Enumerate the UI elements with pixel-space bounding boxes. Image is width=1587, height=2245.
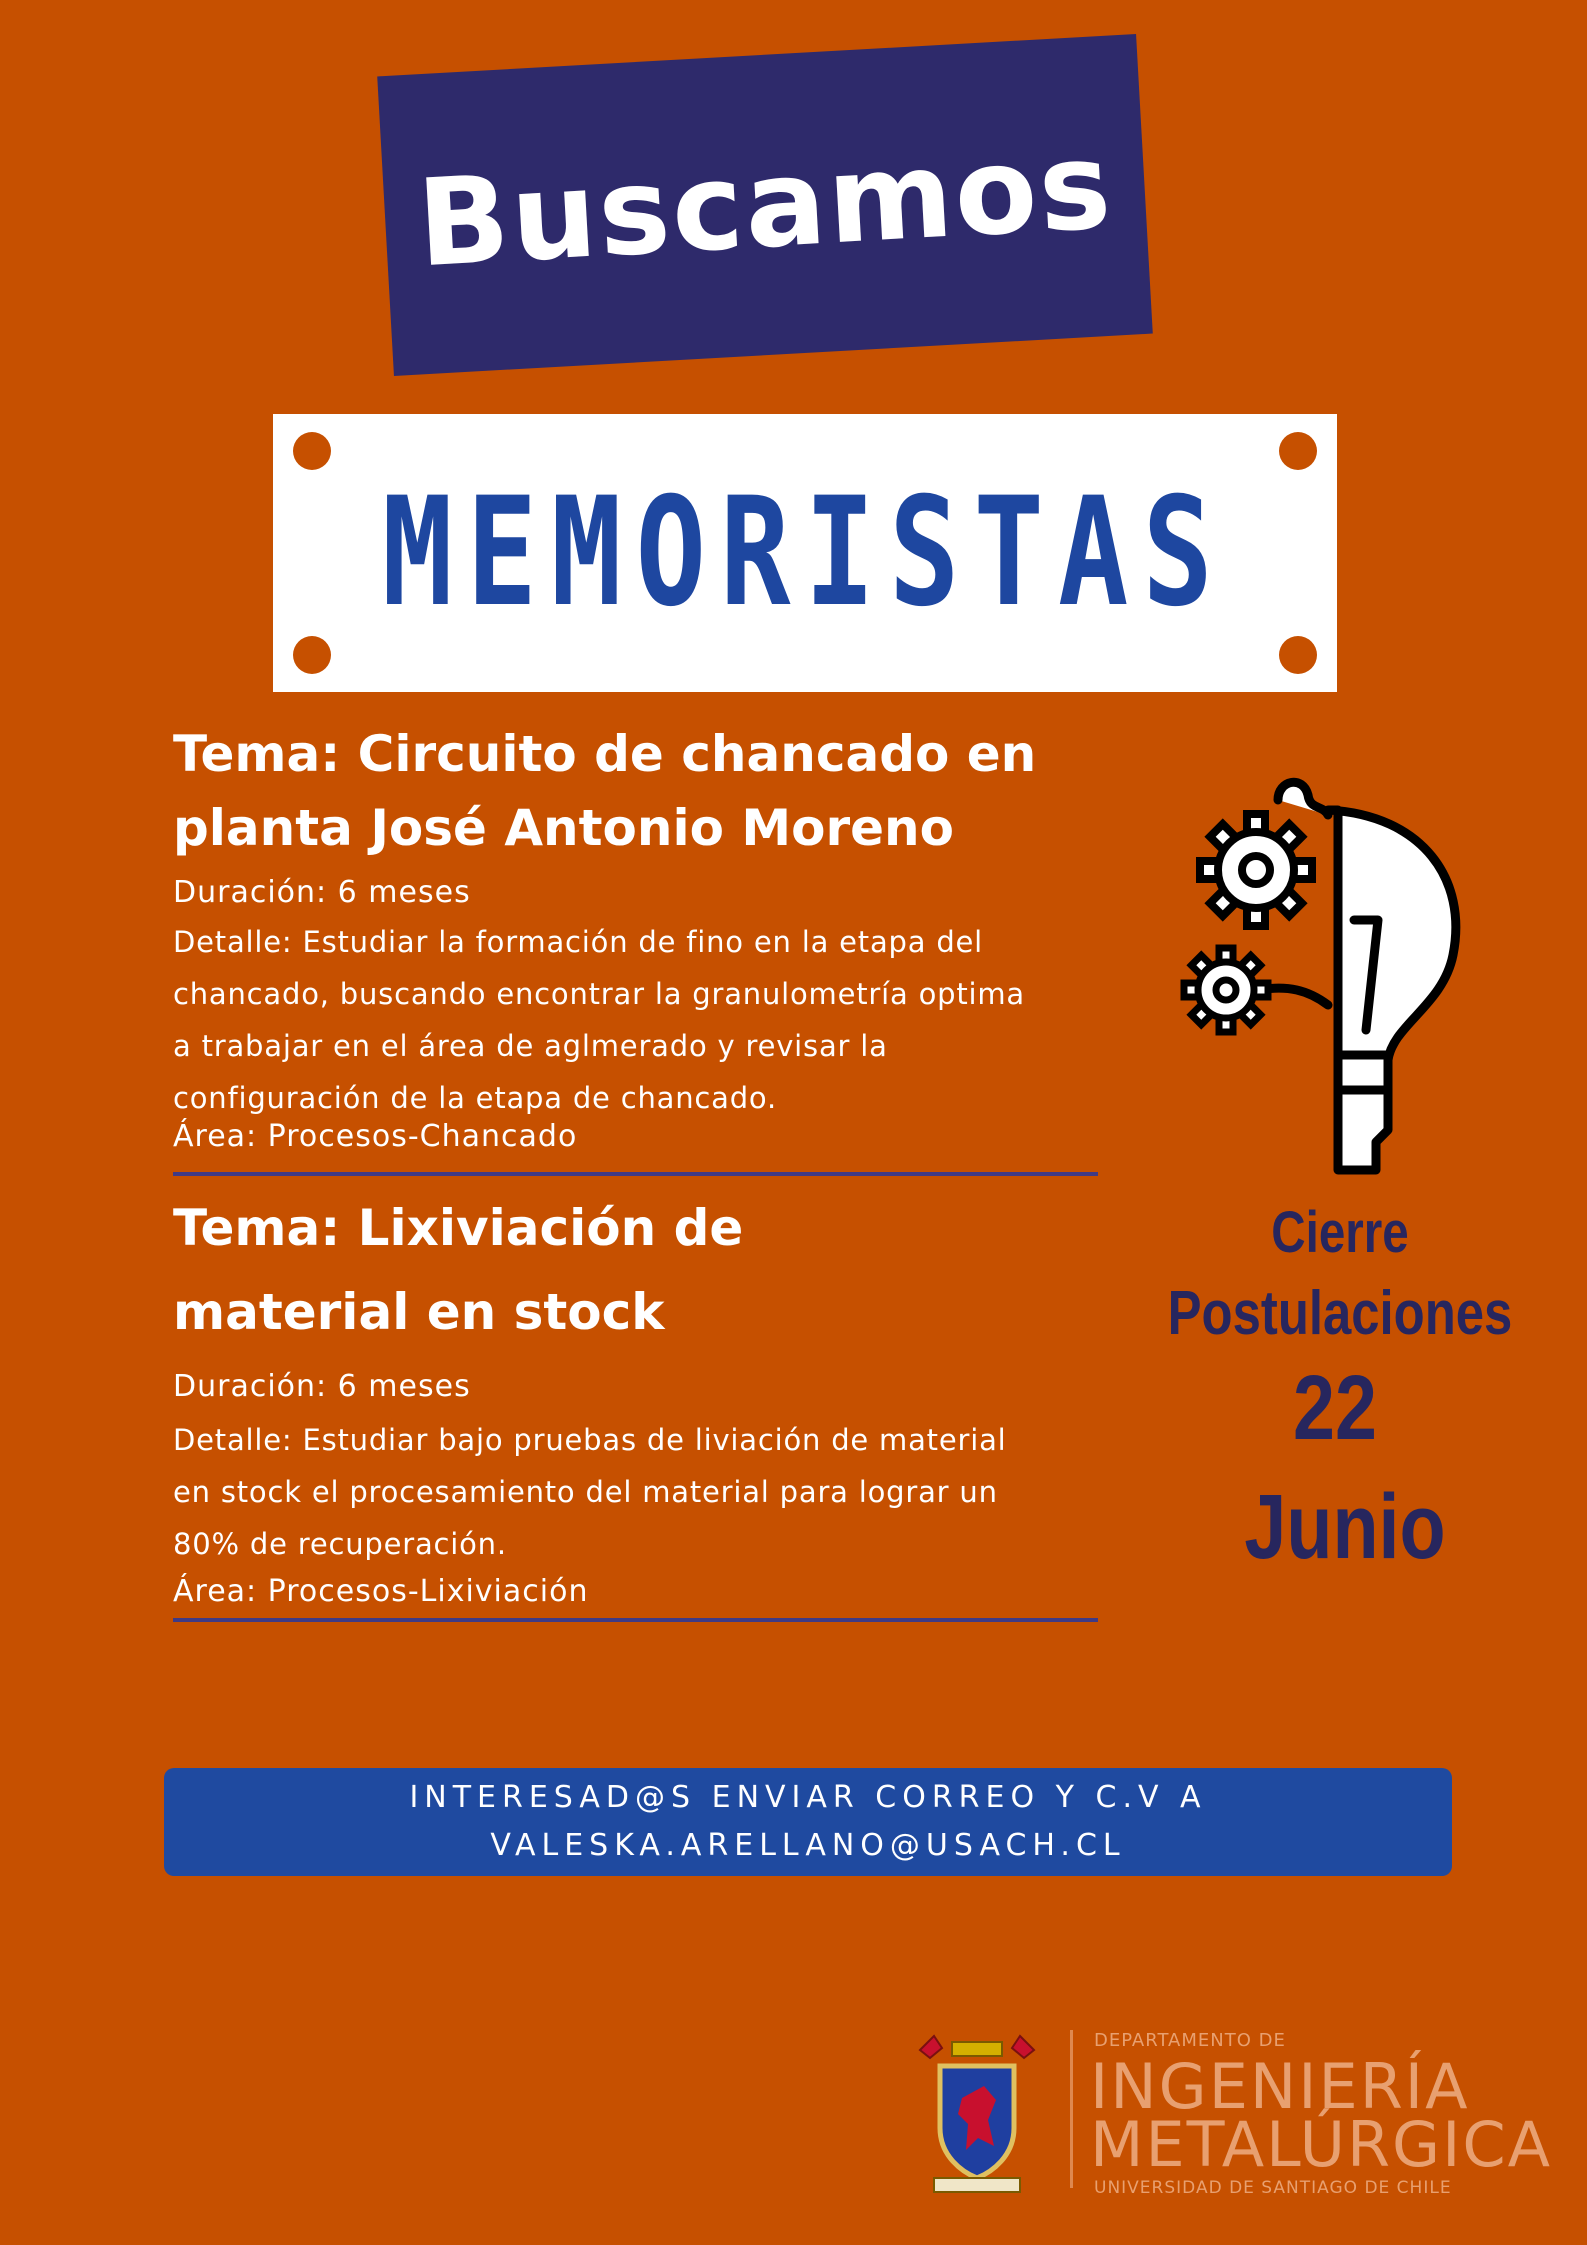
lightbulb-gears-icon	[1178, 770, 1478, 1180]
plaque-dot	[293, 636, 331, 674]
topic-2-detail	[173, 1414, 1133, 1570]
footer-divider	[1070, 2030, 1073, 2188]
topic-2-title-line2: material en stock	[173, 1283, 665, 1341]
detail-line: Detalle: Estudiar bajo pruebas de liviación de material	[173, 1423, 1007, 1457]
plaque-dot	[1279, 636, 1317, 674]
detail-line: configuración de la etapa de chancado.	[173, 1081, 777, 1115]
contact-email[interactable]: VALESKA.ARELLANO@USACH.CL	[490, 1828, 1126, 1863]
topic-1-detail	[173, 916, 1133, 1124]
dept-label: DEPARTAMENTO DE	[1094, 2030, 1286, 2051]
dept-name-line1: INGENIERÍA	[1090, 2050, 1470, 2123]
deadline-label-cierre: Cierre	[1271, 1200, 1409, 1265]
detail-line: chancado, buscando encontrar la granulometría optima	[173, 977, 1025, 1011]
topic-1-area: Área: Procesos-Chancado	[173, 1119, 578, 1154]
deadline-label-postulaciones: Postulaciones	[1167, 1279, 1513, 1348]
topic-2-duration: Duración: 6 meses	[173, 1369, 471, 1404]
topic-2-title-line1: Tema: Lixiviación de	[173, 1199, 744, 1257]
university-crest-icon	[912, 2028, 1042, 2198]
deadline-day: 22	[1293, 1357, 1377, 1459]
detail-line: en stock el procesamiento del material para lograr un	[173, 1475, 998, 1509]
buscamos-title: Buscamos	[413, 116, 1117, 294]
topic-divider	[173, 1172, 1098, 1176]
detail-line: Detalle: Estudiar la formación de fino en la etapa del	[173, 925, 984, 959]
topic-2-area: Área: Procesos-Lixiviación	[173, 1574, 589, 1609]
plaque-dot	[293, 432, 331, 470]
dept-name-line2: METALÚRGICA	[1090, 2108, 1553, 2181]
memoristas-plaque	[273, 414, 1337, 692]
memoristas-title: MEMORISTAS	[382, 466, 1228, 640]
detail-line: a trabajar en el área de aglmerado y revisar la	[173, 1029, 888, 1063]
deadline-month: Junio	[1244, 1476, 1446, 1578]
topic-1-title-line2: planta José Antonio Moreno	[173, 799, 955, 857]
contact-banner	[164, 1768, 1452, 1876]
detail-line: 80% de recuperación.	[173, 1527, 507, 1561]
topic-1-title-line1: Tema: Circuito de chancado en	[173, 725, 1037, 783]
contact-line: INTERESAD@S ENVIAR CORREO Y C.V A	[409, 1780, 1207, 1815]
topic-divider	[173, 1618, 1098, 1622]
topic-1-duration: Duración: 6 meses	[173, 875, 471, 910]
university-name: UNIVERSIDAD DE SANTIAGO DE CHILE	[1094, 2178, 1452, 2198]
plaque-dot	[1279, 432, 1317, 470]
buscamos-banner	[377, 34, 1153, 376]
